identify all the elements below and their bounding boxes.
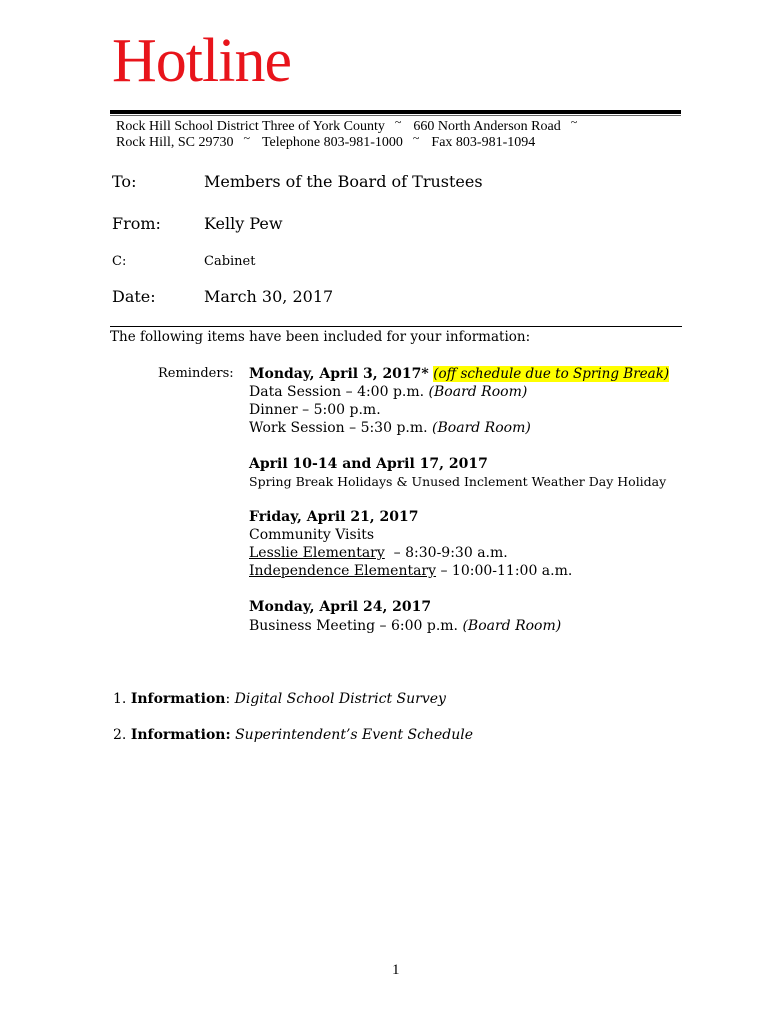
address-line-1 [116,115,589,135]
separator: ~ [412,131,420,145]
location-text: (Board Room) [462,618,562,634]
fax: Fax 803-981-1094 [431,135,536,150]
separator: ~ [570,115,578,129]
reminder-text: Work Session – 5:30 p.m. [249,420,433,436]
cc-label: C: [112,254,127,269]
to-value: Members of the Board of Trustees [204,172,483,191]
district-name: Rock Hill School District Three of York County [116,119,385,134]
separator: ~ [394,115,402,129]
date-value: March 30, 2017 [204,287,334,306]
visit-time: – 8:30-9:30 a.m. [384,545,508,561]
reminder-line [249,617,561,635]
reminders-label: Reminders: [158,366,234,381]
reminder-date: Friday, April 21, 2017 [249,509,419,525]
item-label: Information: [130,727,231,743]
city-state-zip: Rock Hill, SC 29730 [116,135,234,150]
separator: ~ [243,131,250,145]
reminder-date: Monday, April 24, 2017 [249,599,432,615]
telephone: Telephone 803-981-1000 [261,135,403,150]
reminder-date: Monday, April 3, 2017* [249,366,429,382]
info-item-2 [113,726,473,744]
reminder-text: Business Meeting – 6:00 p.m. [249,618,463,634]
item-colon: : [225,691,235,707]
from-value: Kelly Pew [204,214,283,233]
location-text: (Board Room) [432,420,531,436]
date-label: Date: [112,287,156,306]
visit-time: – 10:00-11:00 a.m. [436,563,573,579]
street-address: 660 North Anderson Road [413,119,561,134]
reminder-text: Data Session – 4:00 p.m. [249,384,429,400]
intro-text: The following items have been included for your information: [110,329,531,345]
reminder-date: April 10-14 and April 17, 2017 [249,456,488,472]
item-label: Information [130,691,226,707]
school-name: Independence Elementary [249,563,437,579]
item-title: Superintendent’s Event Schedule [235,727,474,743]
reminder-line: Spring Break Holidays & Unused Inclement Weather Day Holiday [249,474,667,489]
to-label: To: [112,172,137,191]
reminder-line [249,383,527,401]
letterhead-rule-thick [110,110,681,114]
from-label: From: [112,214,161,233]
reminder-line: Dinner – 5:00 p.m. [249,402,381,418]
reminder-line [249,544,508,562]
item-number: 2. [113,727,127,743]
item-title: Digital School District Survey [234,691,446,707]
letterhead-title: Hotline [112,27,291,95]
memo-divider [110,326,682,327]
reminder-line: Community Visits [249,527,375,543]
reminder-line [249,419,531,437]
page-number: 1 [392,962,400,978]
reminder-line [249,562,572,580]
cc-value: Cabinet [204,254,256,269]
address-line-2 [116,131,536,151]
highlighted-note: (off schedule due to Spring Break) [433,366,670,382]
reminder-block-1-date-line [249,365,669,383]
school-name: Lesslie Elementary [249,545,385,561]
location-text: (Board Room) [428,384,528,400]
info-item-1 [113,690,446,708]
item-number: 1. [113,691,127,707]
